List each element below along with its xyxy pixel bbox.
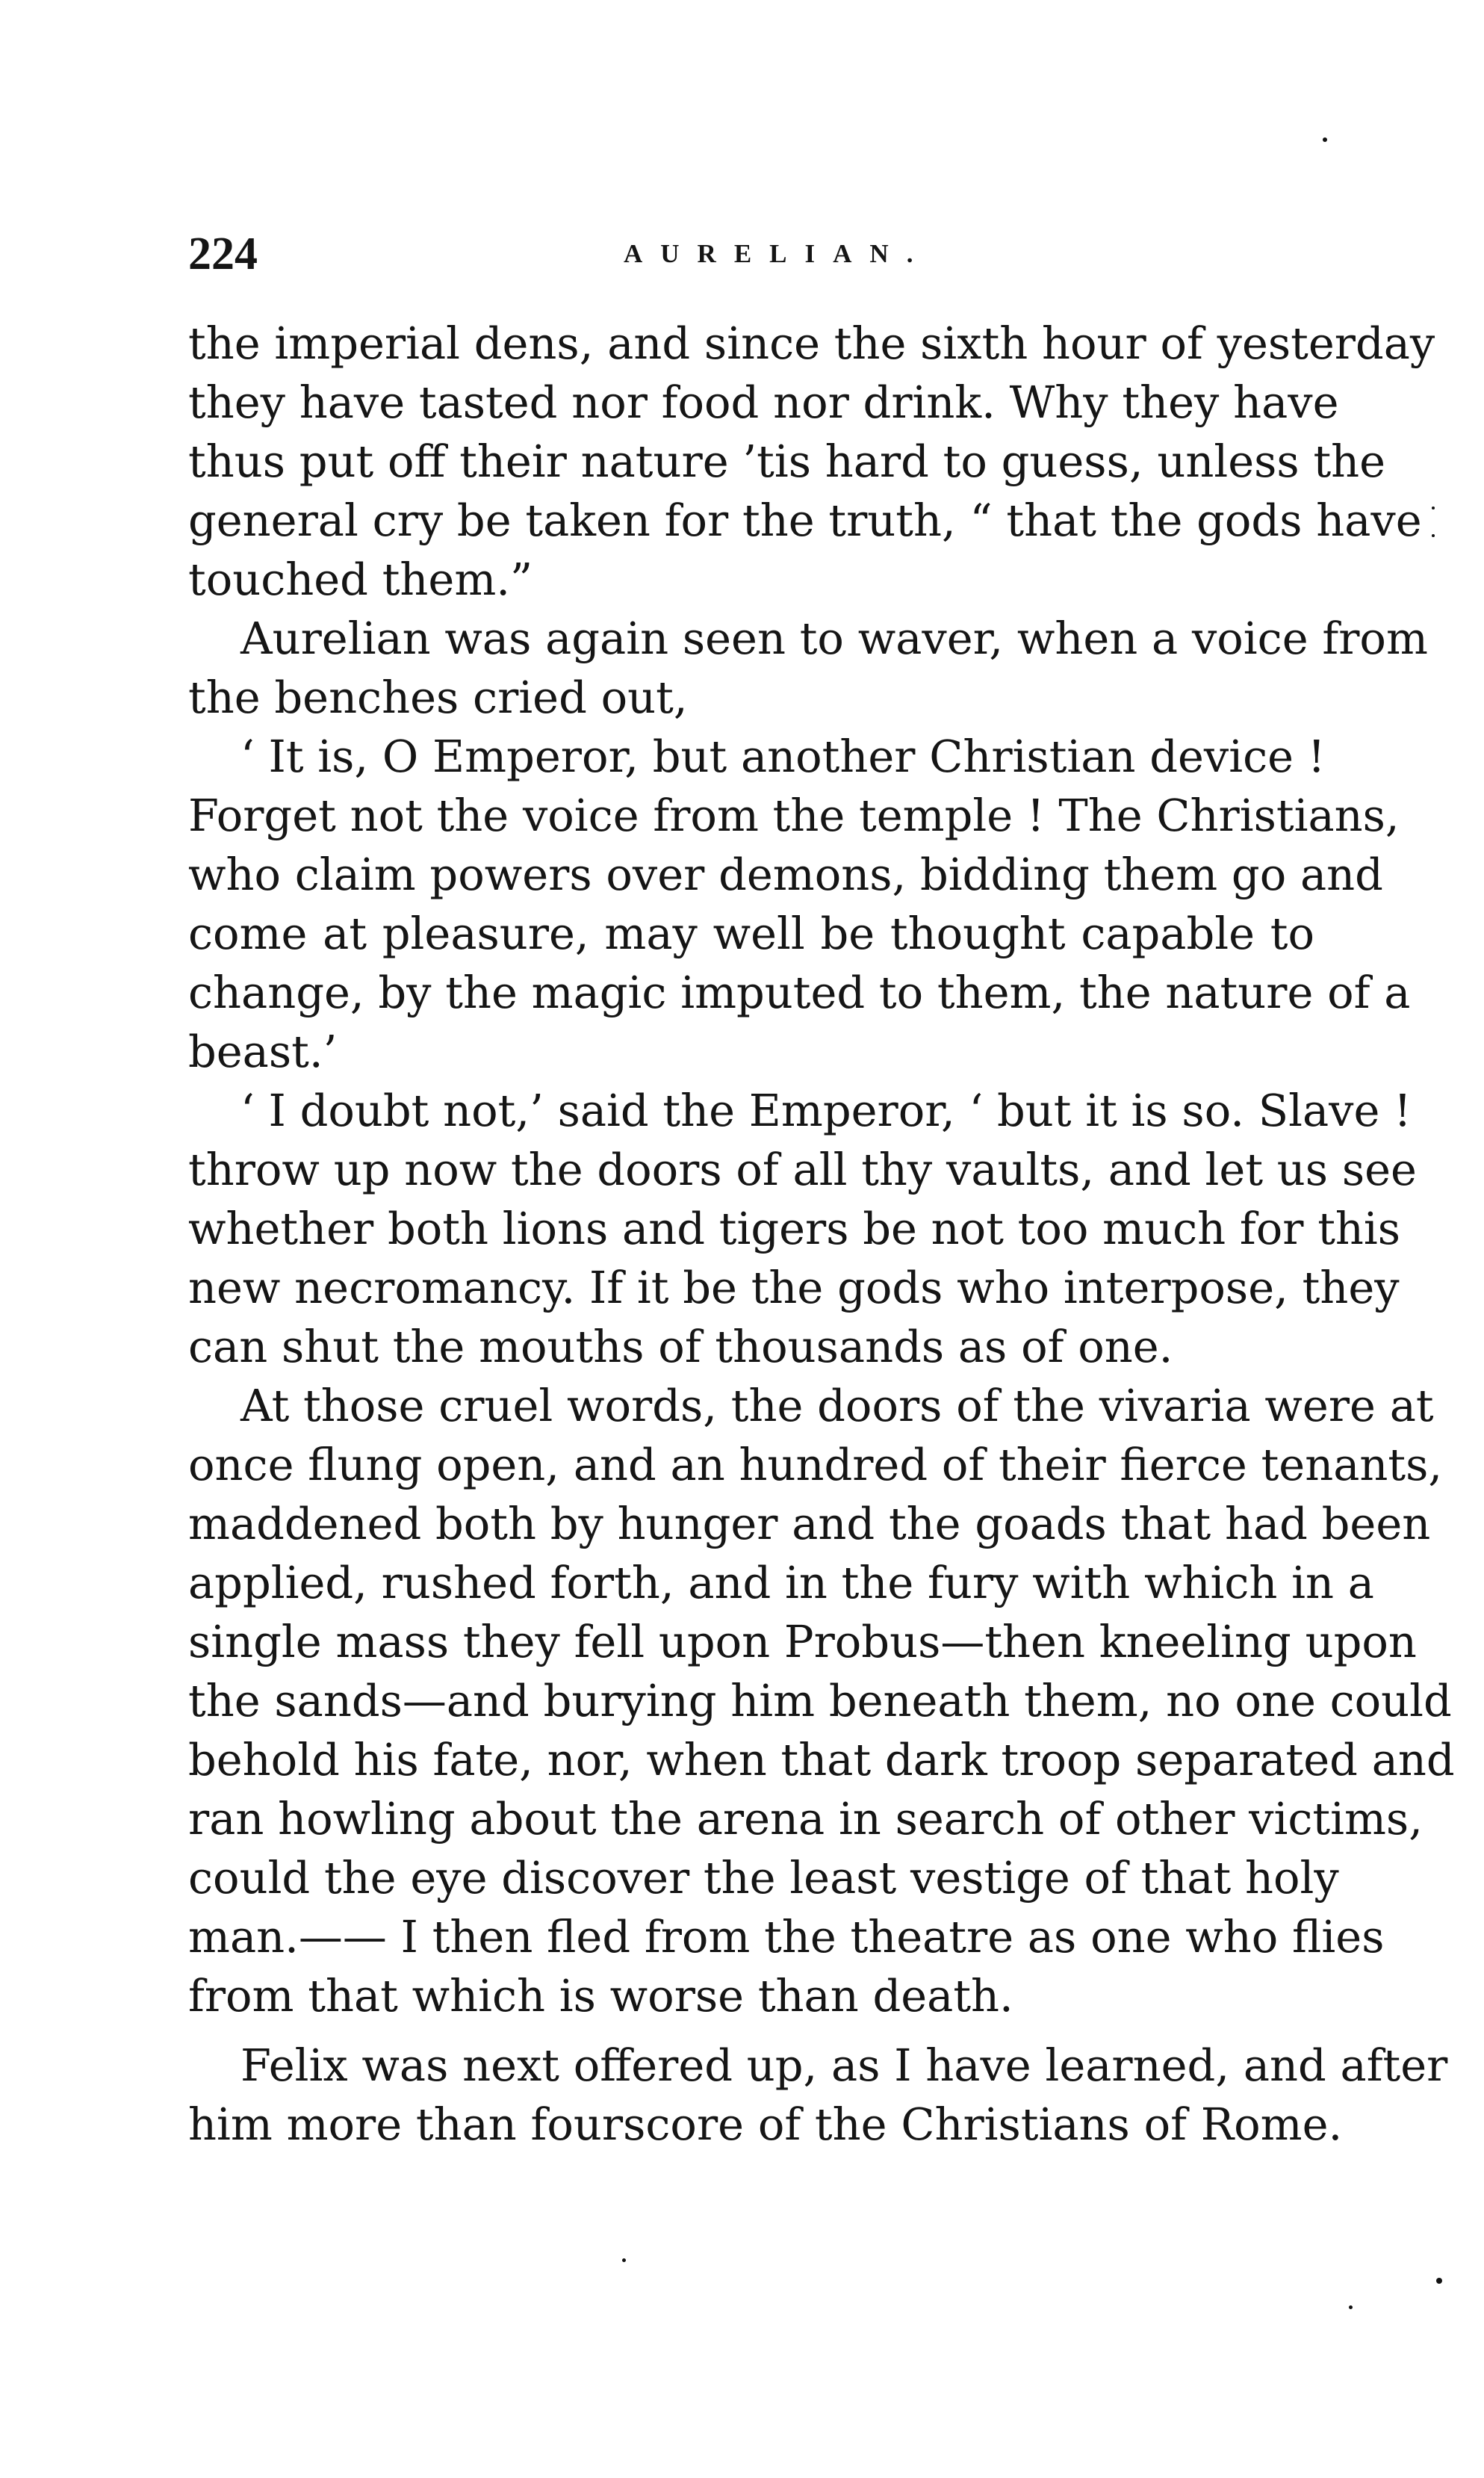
- text-line: man.—— I then fled from the theatre as one who flies: [188, 1911, 1385, 1963]
- print-speck: [1436, 2278, 1442, 2284]
- text-line: behold his fate, nor, when that dark troop separated and: [188, 1734, 1455, 1785]
- text-line: the sands—and burying him beneath them, no one could: [188, 1675, 1452, 1726]
- text-line: they have tasted nor food nor drink. Why they have: [188, 377, 1339, 428]
- text-line: new necromancy. If it be the gods who interpose, they: [188, 1262, 1400, 1313]
- text-line: ran howling about the arena in search of other victims,: [188, 1793, 1423, 1844]
- text-line: ‘ I doubt not,’ said the Emperor, ‘ but it is so. Slave !: [240, 1085, 1412, 1136]
- text-line: touched them.”: [188, 554, 533, 605]
- running-head: AURELIAN.: [624, 239, 931, 268]
- text-line: who claim powers over demons, bidding them go and: [188, 849, 1383, 900]
- print-speck: [1432, 534, 1435, 537]
- print-speck: [1432, 507, 1435, 509]
- text-line: can shut the mouths of thousands as of one.: [188, 1321, 1173, 1372]
- text-line: whether both lions and tigers be not too much for this: [188, 1203, 1401, 1254]
- text-line: him more than fourscore of the Christians of Rome.: [188, 2098, 1343, 2150]
- paragraph-6: [188, 2036, 1448, 2154]
- print-speck: [1323, 137, 1327, 142]
- page-number: 224: [188, 229, 258, 279]
- text-line: At those cruel words, the doors of the vivaria were at: [240, 1380, 1434, 1431]
- paragraph-2: [188, 609, 1428, 727]
- text-line: Felix was next offered up, as I have learned, and after: [240, 2039, 1448, 2091]
- text-line: general cry be taken for the truth, “ that the gods have: [188, 495, 1422, 546]
- paragraph-3: [188, 727, 1411, 1081]
- text-line: come at pleasure, may well be thought capable to: [188, 908, 1314, 959]
- text-line: the benches cried out,: [188, 672, 688, 723]
- print-speck: [622, 2258, 626, 2262]
- text-line: change, by the magic imputed to them, the nature of a: [188, 967, 1411, 1018]
- page-header: [188, 224, 1308, 284]
- text-line: thus put off their nature ’tis hard to guess, unless the: [188, 436, 1386, 487]
- text-line: maddened both by hunger and the goads that had been: [188, 1498, 1431, 1549]
- paragraph-1: [188, 314, 1435, 609]
- text-line: the imperial dens, and since the sixth hour of yesterday: [188, 318, 1435, 369]
- text-line: ‘ It is, O Emperor, but another Christian device !: [240, 731, 1326, 782]
- text-line: throw up now the doors of all thy vaults, and let us see: [188, 1144, 1417, 1195]
- text-line: applied, rushed forth, and in the fury with which in a: [188, 1557, 1374, 1608]
- page-text: [188, 314, 1455, 2154]
- text-line: from that which is worse than death.: [188, 1970, 1013, 2022]
- text-line: could the eye discover the least vestige of that holy: [188, 1852, 1339, 1904]
- text-line: single mass they fell upon Probus—then kneeling upon: [188, 1616, 1417, 1667]
- paragraph-5: [188, 1376, 1455, 2025]
- print-speck: [1349, 2305, 1353, 2309]
- text-line: Aurelian was again seen to waver, when a voice from: [240, 613, 1428, 664]
- text-line: beast.’: [188, 1026, 338, 1077]
- text-line: Forget not the voice from the temple ! The Christians,: [188, 790, 1400, 841]
- paragraph-4: [188, 1081, 1417, 1376]
- text-line: once flung open, and an hundred of their fierce tenants,: [188, 1439, 1443, 1490]
